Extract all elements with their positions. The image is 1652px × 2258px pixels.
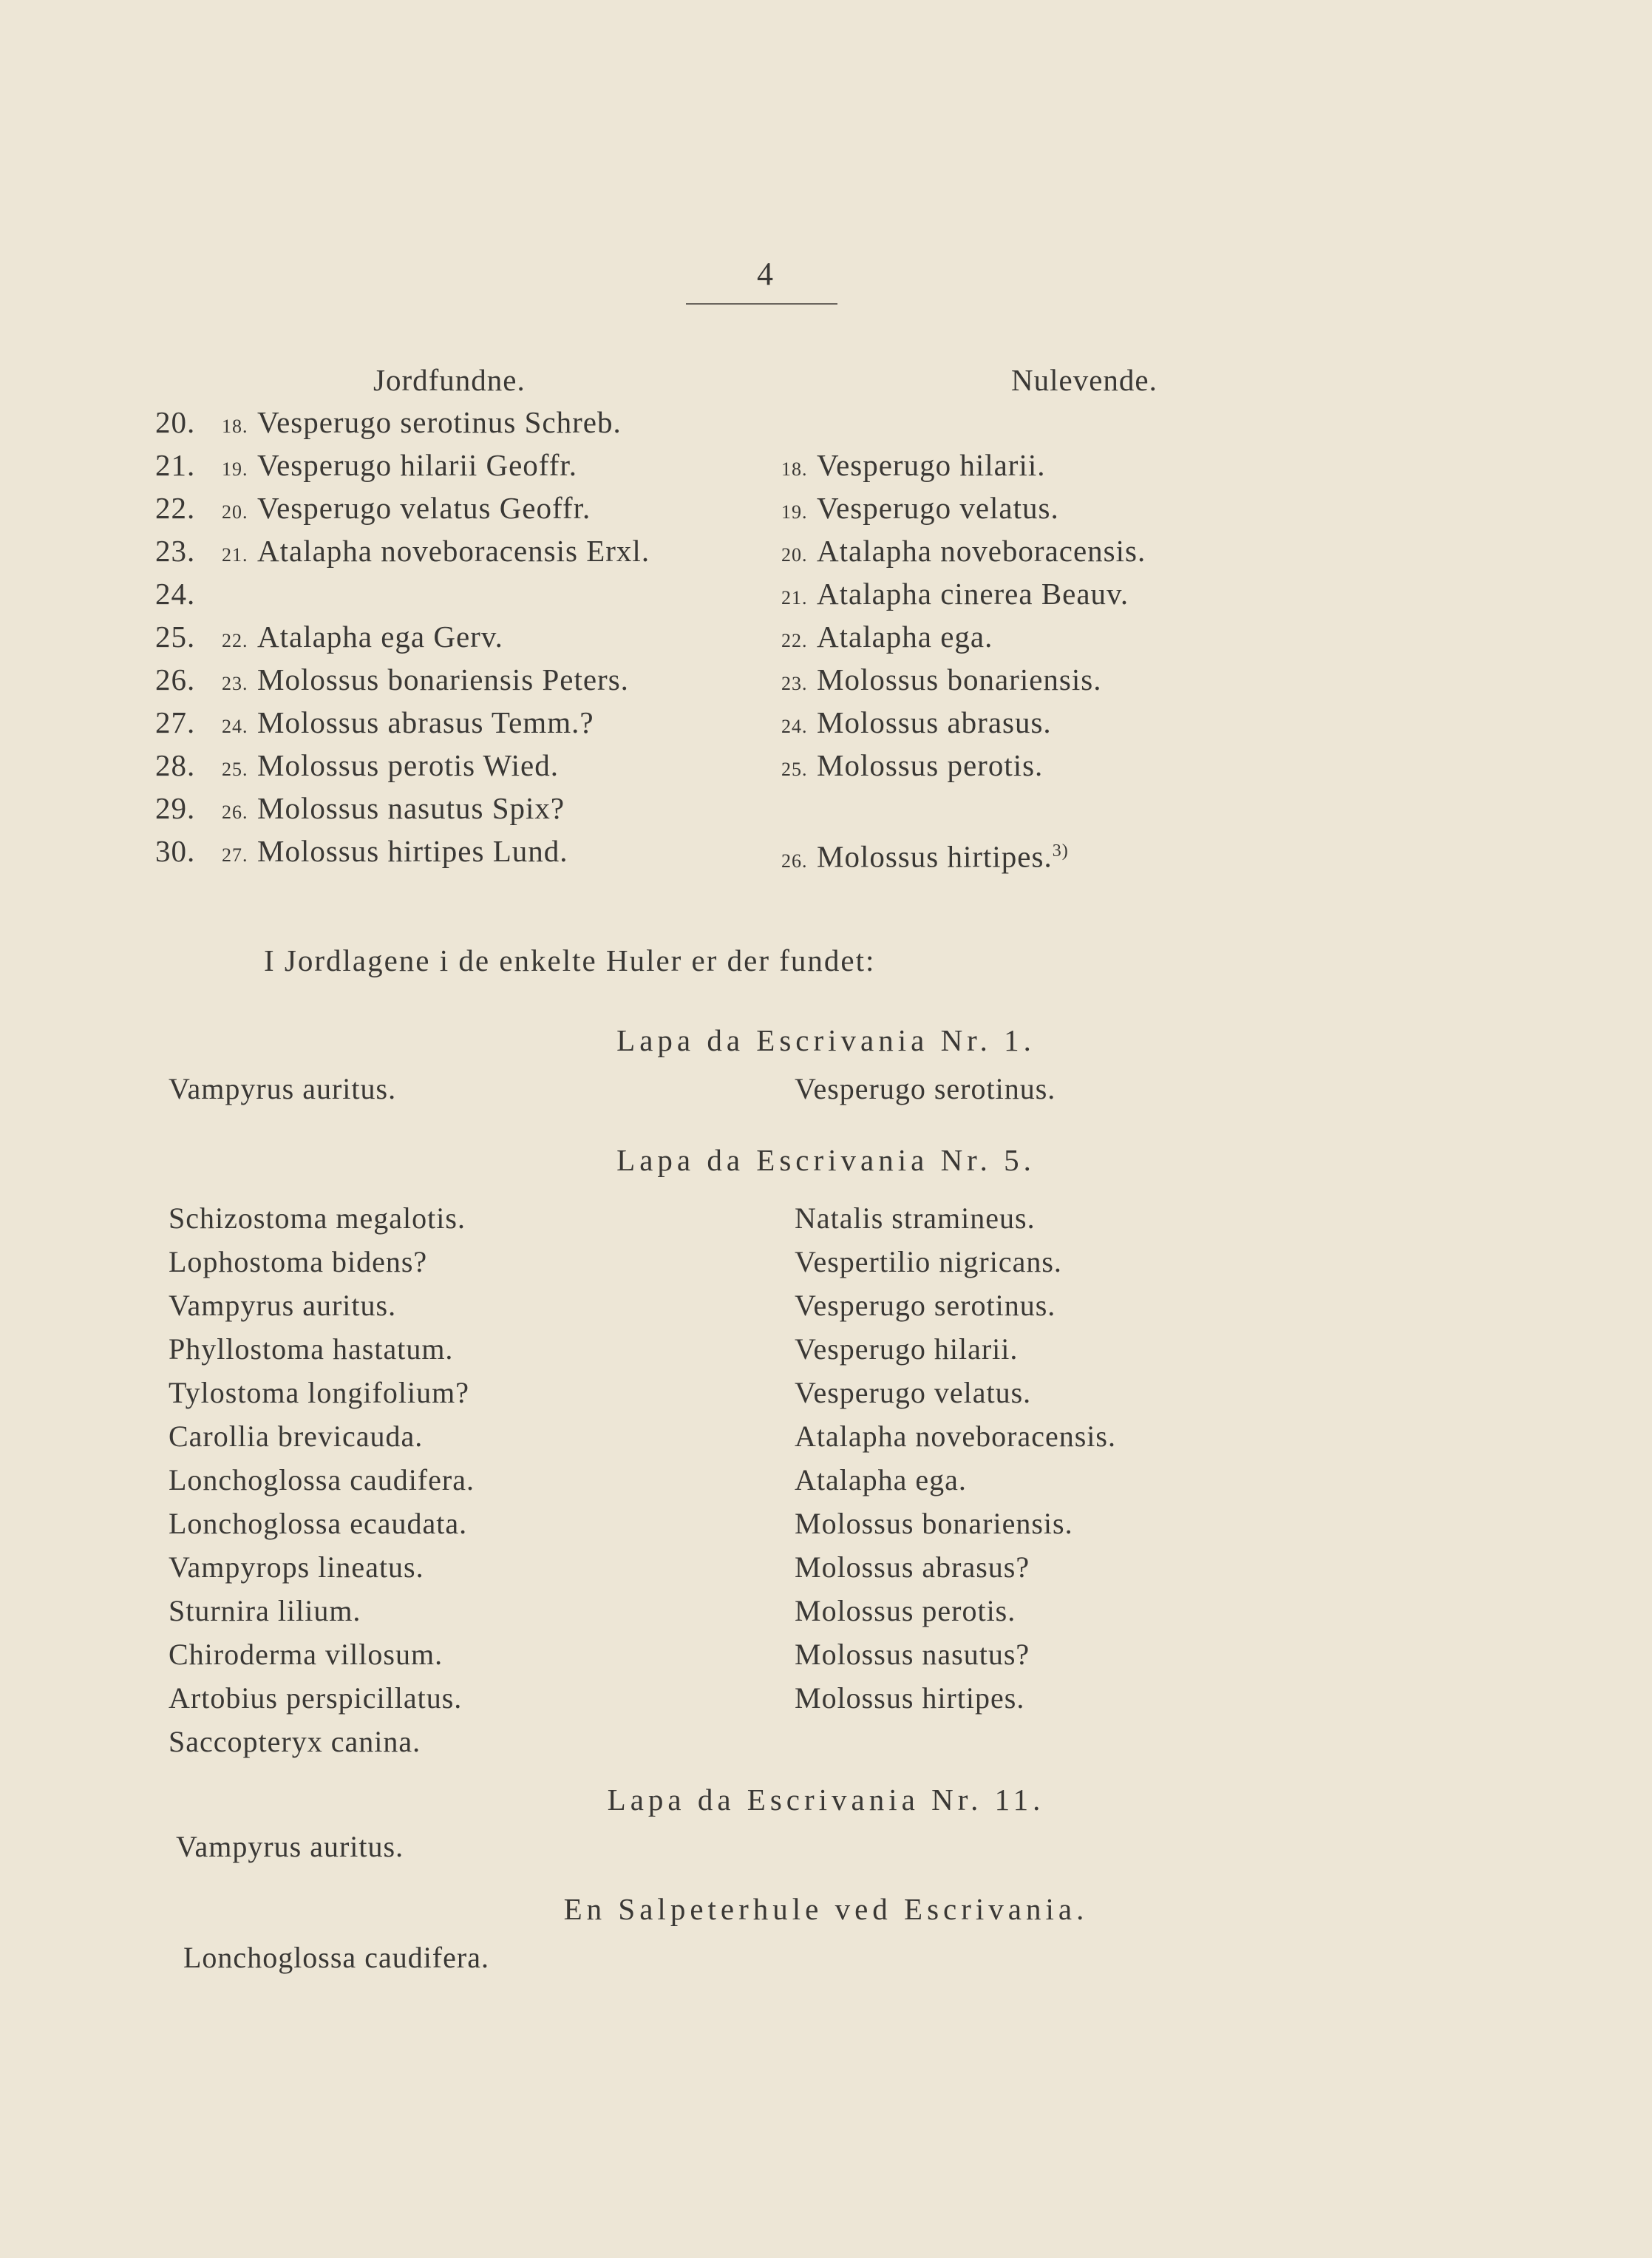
list-item: Tylostoma longifolium? bbox=[169, 1376, 469, 1409]
list-item: 18. Vesperugo hilarii. bbox=[781, 448, 1046, 482]
list-item: Sturnira lilium. bbox=[169, 1594, 361, 1627]
list-item: 20. Atalapha noveboracensis. bbox=[781, 534, 1146, 568]
list-item: Saccopteryx canina. bbox=[169, 1725, 421, 1758]
list-item: Artobius perspicillatus. bbox=[169, 1681, 463, 1715]
list-item: 28. 25. Molossus perotis Wied. bbox=[155, 748, 559, 782]
cave-5-title: Lapa da Escrivania Nr. 5. bbox=[616, 1143, 1036, 1177]
list-item: 27. 24. Molossus abrasus Temm.? bbox=[155, 705, 594, 739]
list-item: Schizostoma megalotis. bbox=[169, 1201, 466, 1235]
list-item: Vesperugo velatus. bbox=[795, 1376, 1032, 1409]
list-item: Vesperugo serotinus. bbox=[795, 1289, 1056, 1322]
list-item: Atalapha ega. bbox=[795, 1463, 967, 1496]
cave-5-right-list bbox=[795, 1196, 1116, 1720]
list-item: 21. 19. Vesperugo hilarii Geoffr. bbox=[155, 448, 577, 482]
list-item: 24. Molossus abrasus. bbox=[781, 705, 1052, 739]
list-item: 21. Atalapha cinerea Beauv. bbox=[781, 577, 1129, 611]
page-number: 4 bbox=[757, 256, 773, 292]
list-item: 26. Molossus hirtipes.$^{3)}$ bbox=[781, 839, 1069, 874]
left-column-header: Jordfundne. bbox=[373, 363, 526, 397]
intro-line: I Jordlagene i de enkelte Huler er der fundet: bbox=[264, 943, 876, 977]
saltpeter-cave-title: En Salpeterhule ved Escrivania. bbox=[563, 1892, 1089, 1926]
list-item: Natalis stramineus. bbox=[795, 1201, 1036, 1235]
list-item: Vampyrops lineatus. bbox=[169, 1550, 424, 1584]
list-item: Molossus perotis. bbox=[795, 1594, 1016, 1627]
list-item: 26. 23. Molossus bonariensis Peters. bbox=[155, 662, 629, 696]
saltpeter-cave-left: Lonchoglossa caudifera. bbox=[183, 1941, 489, 1974]
cave-1-right: Vesperugo serotinus. bbox=[795, 1072, 1056, 1105]
list-item: Molossus abrasus? bbox=[795, 1550, 1030, 1584]
list-item: Vespertilio nigricans. bbox=[795, 1245, 1062, 1278]
list-item: Lophostoma bidens? bbox=[169, 1245, 428, 1278]
cave-1-title: Lapa da Escrivania Nr. 1. bbox=[616, 1023, 1036, 1057]
cave-11-title: Lapa da Escrivania Nr. 11. bbox=[607, 1783, 1045, 1817]
list-item: 22. 20. Vesperugo velatus Geoffr. bbox=[155, 491, 591, 525]
list-item: Lonchoglossa ecaudata. bbox=[169, 1507, 468, 1540]
list-item: 20. 18. Vesperugo serotinus Schreb. bbox=[155, 405, 622, 439]
list-item: 23. Molossus bonariensis. bbox=[781, 662, 1102, 696]
cave-11-left: Vampyrus auritus. bbox=[176, 1830, 404, 1863]
list-item: 30. 27. Molossus hirtipes Lund. bbox=[155, 834, 568, 868]
list-item: Molossus bonariensis. bbox=[795, 1507, 1073, 1540]
list-item: Molossus nasutus? bbox=[795, 1638, 1030, 1671]
right-column-header: Nulevende. bbox=[1011, 363, 1158, 397]
living-list bbox=[781, 444, 1146, 872]
list-item: 24. bbox=[155, 577, 196, 611]
cave-1-left: Vampyrus auritus. bbox=[169, 1072, 397, 1105]
list-item: Molossus hirtipes. bbox=[795, 1681, 1025, 1715]
list-item: Chiroderma villosum. bbox=[169, 1638, 443, 1671]
list-item: 25. Molossus perotis. bbox=[781, 748, 1044, 782]
list-item: Atalapha noveboracensis. bbox=[795, 1420, 1116, 1453]
list-item bbox=[781, 787, 1146, 830]
list-item: 29. 26. Molossus nasutus Spix? bbox=[155, 791, 565, 825]
list-item: Vesperugo hilarii. bbox=[795, 1332, 1019, 1366]
page-number-rule bbox=[686, 303, 837, 305]
fossil-list bbox=[155, 401, 650, 872]
cave-5-left-list bbox=[169, 1196, 475, 1763]
list-item: Vampyrus auritus. bbox=[169, 1289, 397, 1322]
list-item: Phyllostoma hastatum. bbox=[169, 1332, 454, 1366]
list-item: 19. Vesperugo velatus. bbox=[781, 491, 1059, 525]
list-item: Lonchoglossa caudifera. bbox=[169, 1463, 475, 1496]
list-item: Carollia brevicauda. bbox=[169, 1420, 424, 1453]
list-item: 22. Atalapha ega. bbox=[781, 620, 993, 654]
list-item: 23. 21. Atalapha noveboracensis Erxl. bbox=[155, 534, 650, 568]
list-item: 25. 22. Atalapha ega Gerv. bbox=[155, 620, 503, 654]
footnote-marker: 3) bbox=[1052, 841, 1069, 861]
